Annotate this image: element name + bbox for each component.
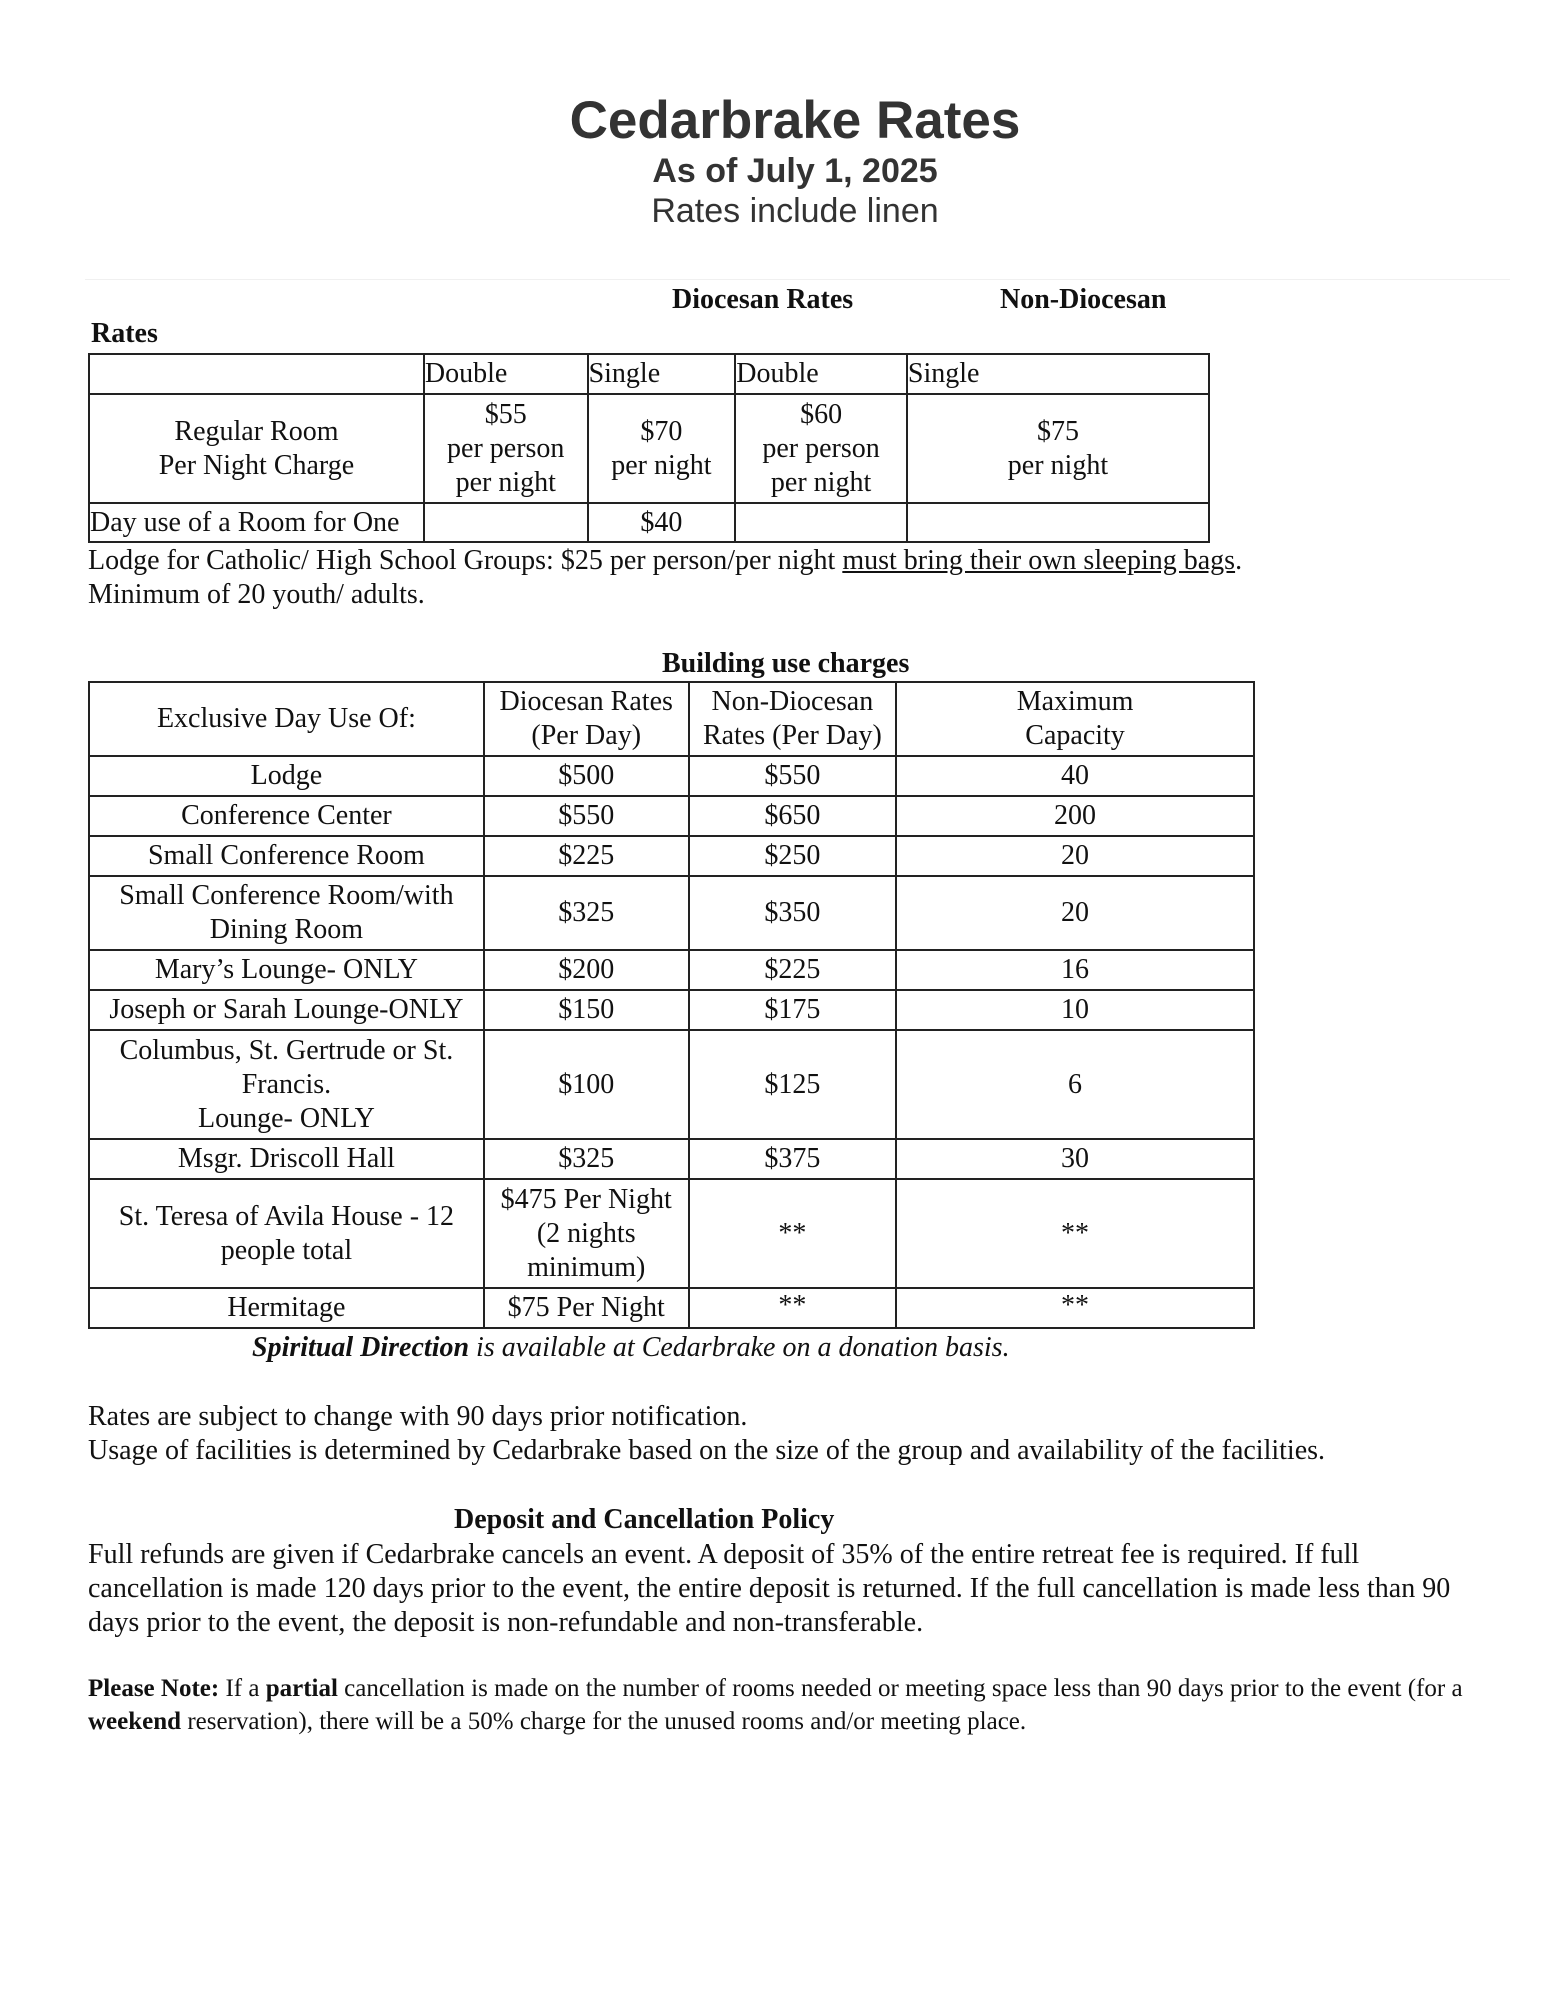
rates-label: Rates <box>91 318 158 349</box>
non-diocesan-rate: $650 <box>689 796 897 836</box>
building-use-table <box>88 681 1255 1329</box>
diocesan-rate: $500 <box>484 756 689 796</box>
table-row <box>89 756 1254 796</box>
building-use-title: Building use charges <box>662 648 910 679</box>
regular-non-diocesan-single: $75 per night <box>907 394 1209 503</box>
facility-name: Lodge <box>89 756 484 796</box>
non-diocesan-rate: $250 <box>689 836 897 876</box>
day-use-label: Day use of a Room for One <box>89 503 424 542</box>
header-diocesan-single: Single <box>588 354 736 394</box>
table-row <box>89 1030 1254 1139</box>
divider <box>85 279 1510 280</box>
table-row <box>89 836 1254 876</box>
table-row <box>89 796 1254 836</box>
building-header-row <box>89 682 1254 756</box>
spiritual-direction-note: Spiritual Direction is available at Cedarbrake on a donation basis. <box>252 1332 1010 1363</box>
facility-name: Mary’s Lounge- ONLY <box>89 950 484 990</box>
day-use-non-diocesan-double <box>735 503 907 542</box>
diocesan-rate: $225 <box>484 836 689 876</box>
capacity: 30 <box>896 1139 1254 1179</box>
regular-room-row <box>89 394 1209 503</box>
facility-name: Small Conference Room <box>89 836 484 876</box>
header-non-diocesan-rates: Non-Diocesan Rates (Per Day) <box>689 682 897 756</box>
capacity: 20 <box>896 876 1254 950</box>
table-row <box>89 1288 1254 1328</box>
room-rates-table <box>88 353 1210 543</box>
diocesan-rate: $475 Per Night (2 nights minimum) <box>484 1179 689 1288</box>
please-note: Please Note: If a partial cancellation is made on the number of rooms needed or meeting space less than 90 days prior to the event (for a weekend reservation), there will be a 50% charge for the unused rooms and/or meeting place. <box>88 1675 1463 1735</box>
non-diocesan-rate: ** <box>689 1179 897 1288</box>
minimum-group-note: Minimum of 20 youth/ adults. <box>88 579 425 610</box>
non-diocesan-rate: $350 <box>689 876 897 950</box>
sleeping-bags-requirement: must bring their own sleeping bags <box>842 545 1236 576</box>
page-title: Cedarbrake Rates <box>569 91 1021 150</box>
table-row <box>89 876 1254 950</box>
diocesan-rate: $150 <box>484 990 689 1030</box>
day-use-non-diocesan-single <box>907 503 1209 542</box>
diocesan-rates-heading: Diocesan Rates <box>672 284 854 315</box>
regular-diocesan-single: $70 per night <box>588 394 736 503</box>
facility-usage-note: Usage of facilities is determined by Cedarbrake based on the size of the group and availability of the facilities. <box>88 1435 1326 1466</box>
non-diocesan-rate: $550 <box>689 756 897 796</box>
capacity: 16 <box>896 950 1254 990</box>
facility-name: St. Teresa of Avila House - 12 people total <box>89 1179 484 1288</box>
header-non-diocesan-single: Single <box>907 354 1209 394</box>
capacity: 200 <box>896 796 1254 836</box>
diocesan-rate: $200 <box>484 950 689 990</box>
facility-name: Conference Center <box>89 796 484 836</box>
regular-room-label: Regular Room Per Night Charge <box>89 394 424 503</box>
non-diocesan-heading: Non-Diocesan <box>1000 284 1167 315</box>
non-diocesan-rate: ** <box>689 1288 897 1328</box>
day-use-diocesan-double <box>424 503 588 542</box>
lodge-group-note: Lodge for Catholic/ High School Groups: $25 per person/per night must bring their own sleeping bags. <box>88 545 1243 576</box>
rates-header-blank <box>89 354 424 394</box>
regular-non-diocesan-double: $60 per person per night <box>735 394 907 503</box>
header-diocesan-double: Double <box>424 354 588 394</box>
non-diocesan-rate: $375 <box>689 1139 897 1179</box>
day-use-diocesan-single: $40 <box>588 503 736 542</box>
capacity: ** <box>896 1288 1254 1328</box>
table-row <box>89 1179 1254 1288</box>
table-row <box>89 1139 1254 1179</box>
capacity: ** <box>896 1179 1254 1288</box>
header-diocesan-rates: Diocesan Rates (Per Day) <box>484 682 689 756</box>
regular-diocesan-double: $55 per person per night <box>424 394 588 503</box>
capacity: 6 <box>896 1030 1254 1139</box>
header-exclusive-day-use: Exclusive Day Use Of: <box>89 682 484 756</box>
capacity: 10 <box>896 990 1254 1030</box>
day-use-row <box>89 503 1209 542</box>
non-diocesan-rate: $125 <box>689 1030 897 1139</box>
diocesan-rate: $100 <box>484 1030 689 1139</box>
rate-change-note: Rates are subject to change with 90 days prior notification. <box>88 1401 748 1432</box>
facility-name: Hermitage <box>89 1288 484 1328</box>
facility-name: Columbus, St. Gertrude or St. Francis. Lounge- ONLY <box>89 1030 484 1139</box>
capacity: 20 <box>896 836 1254 876</box>
header-maximum-capacity: Maximum Capacity <box>896 682 1254 756</box>
policy-title: Deposit and Cancellation Policy <box>454 1504 835 1535</box>
rates-header-row <box>89 354 1209 394</box>
non-diocesan-rate: $225 <box>689 950 897 990</box>
table-row <box>89 990 1254 1030</box>
header-non-diocesan-double: Double <box>735 354 907 394</box>
non-diocesan-rate: $175 <box>689 990 897 1030</box>
capacity: 40 <box>896 756 1254 796</box>
effective-date: As of July 1, 2025 <box>652 152 938 190</box>
facility-name: Msgr. Driscoll Hall <box>89 1139 484 1179</box>
facility-name: Joseph or Sarah Lounge-ONLY <box>89 990 484 1030</box>
table-row <box>89 950 1254 990</box>
policy-body: Full refunds are given if Cedarbrake cancels an event. A deposit of 35% of the entire retreat fee is required. If full cancellation is made 120 days prior to the event, the entire deposit is returned. If the full cancellation is made less than 90 days prior to the event, the deposit is non-refundable and non-transferable. <box>88 1539 1451 1638</box>
linen-note: Rates include linen <box>651 192 939 230</box>
facility-name: Small Conference Room/with Dining Room <box>89 876 484 950</box>
diocesan-rate: $75 Per Night <box>484 1288 689 1328</box>
diocesan-rate: $325 <box>484 1139 689 1179</box>
diocesan-rate: $550 <box>484 796 689 836</box>
diocesan-rate: $325 <box>484 876 689 950</box>
